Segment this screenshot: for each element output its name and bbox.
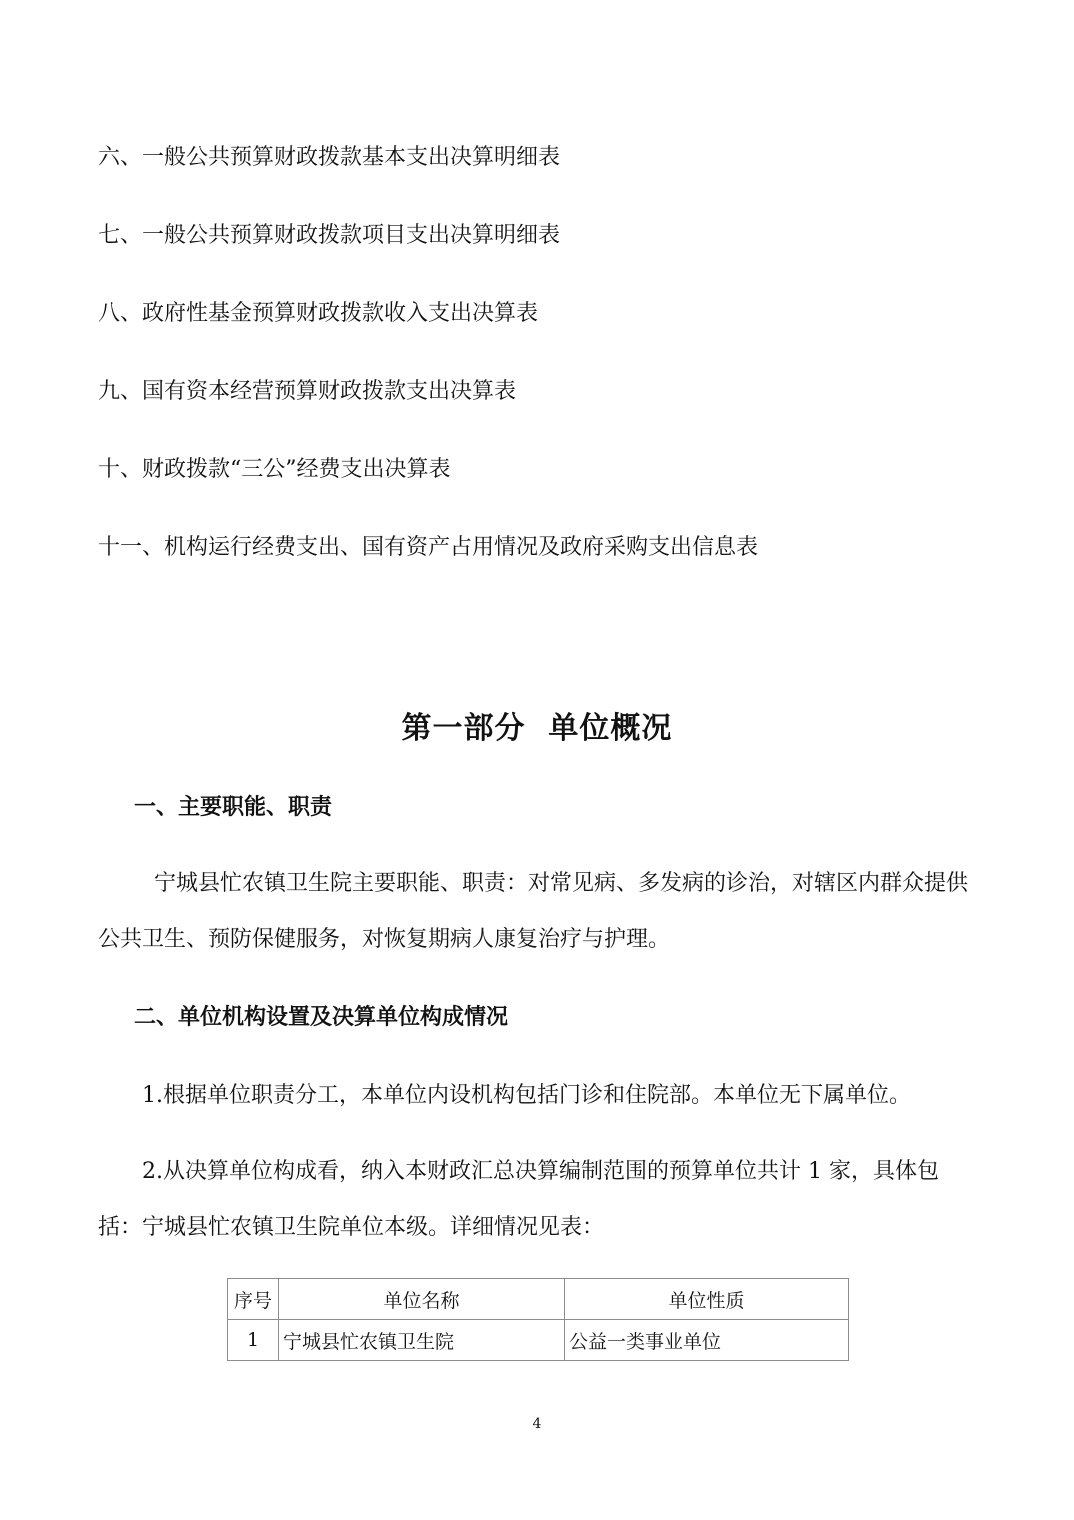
table-row	[228, 1320, 849, 1361]
table-header-row	[228, 1279, 849, 1320]
table-header-cell: 序号	[228, 1279, 279, 1320]
toc-item: 九、国有资本经营预算财政拨款支出决算表	[98, 379, 517, 404]
section-heading-structure: 二、单位机构设置及决算单位构成情况	[134, 1004, 509, 1030]
table-cell: 1	[228, 1320, 279, 1361]
paragraph-functions: 宁城县忙农镇卫生院主要职能、职责：对常见病、多发病的诊治，对辖区内群众提供公共卫生、预防保健服务，对恢复期病人康复治疗与护理。	[98, 871, 969, 952]
table-header-cell: 单位性质	[565, 1279, 849, 1320]
paragraph-structure-2: 2.从决算单位构成看，纳入本财政汇总决算编制范围的预算单位共计 1 家，具体包括：宁城县忙农镇卫生院单位本级。详细情况见表：	[98, 1159, 939, 1240]
page-number: 4	[532, 1416, 542, 1432]
toc-item: 八、政府性基金预算财政拨款收入支出决算表	[98, 301, 539, 326]
table-cell: 公益一类事业单位	[565, 1320, 849, 1361]
toc-item: 七、一般公共预算财政拨款项目支出决算明细表	[98, 223, 561, 248]
section-heading-functions: 一、主要职能、职责	[134, 794, 333, 820]
paragraph-structure-1: 1.根据单位职责分工，本单位内设机构包括门诊和住院部。本单位无下属单位。	[142, 1083, 911, 1108]
table-cell: 宁城县忙农镇卫生院	[279, 1320, 565, 1361]
part-title: 第一部分 单位概况	[401, 711, 673, 746]
toc-item: 十、财政拨款“三公”经费支出决算表	[98, 457, 451, 482]
table-header-cell: 单位名称	[279, 1279, 565, 1320]
toc-item: 六、一般公共预算财政拨款基本支出决算明细表	[98, 145, 561, 170]
toc-item: 十一、机构运行经费支出、国有资产占用情况及政府采购支出信息表	[98, 535, 759, 560]
table-of-contents	[98, 140, 758, 608]
unit-table	[227, 1278, 849, 1361]
